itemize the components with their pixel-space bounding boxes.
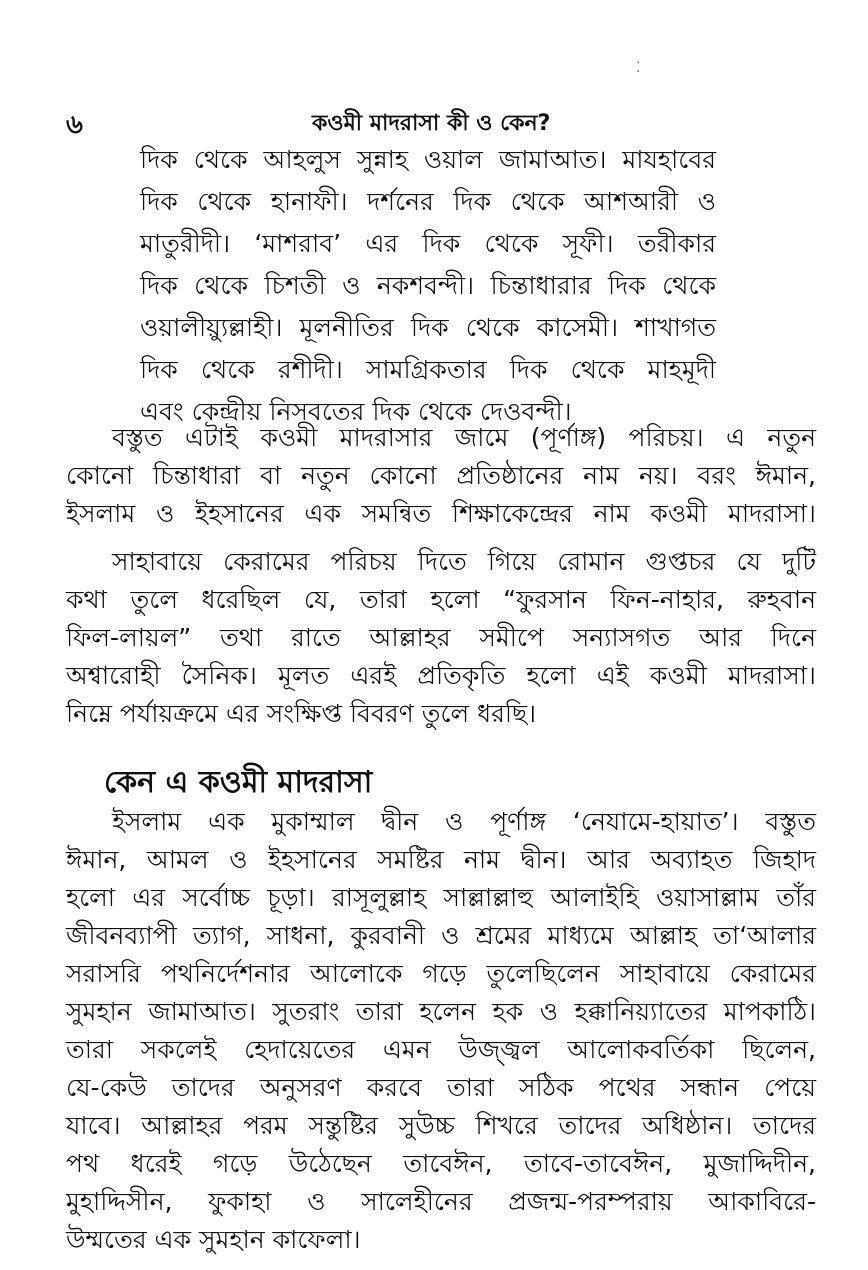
paragraph-line: কথা তুলে ধরেছিল যে, তারা হলো “ফুরসান ফিন-নাহার, রুহবান: [66, 585, 816, 614]
paragraph-line: জীবনব্যাপী ত্যাগ, সাধনা, কুরবানী ও শ্রমের মাধ্যমে আল্লাহ তা‘আলার: [66, 921, 816, 950]
paragraph-line: সাহাবায়ে কেরামের পরিচয় দিতে গিয়ে রোমান গুপ্তচর যে দুটি: [112, 547, 816, 576]
page-number: ৬: [66, 110, 83, 140]
paragraph-line: যে-কেউ তাদের অনুসরণ করবে তারা সঠিক পথের সন্ধান পেয়ে: [66, 1073, 816, 1102]
paragraph-line: সুমহান জামাআত। সুতরাং তারা হলেন হক ও হক্কানিয়্যাতের মাপকাঠি।: [66, 997, 816, 1026]
paragraph-line: ফিল-লায়ল” তথা রাতে আল্লাহর সমীপে সন্যাসগত আর দিনে: [66, 623, 816, 652]
paragraph-line: সরাসরি পথনির্দেশনার আলোকে গড়ে তুলেছিলেন সাহাবায়ে কেরামের: [66, 959, 816, 988]
paragraph-line: হলো এর সর্বোচ্চ চূড়া। রাসূলুল্লাহ সাল্লাল্লাহু আলাইহি ওয়াসাল্লাম তাঁর: [66, 883, 816, 912]
paragraph-line: বস্তুত এটাই কওমী মাদরাসার জামে (পূর্ণাঙ্গ) পরিচয়। এ নতুন: [112, 423, 816, 452]
paragraph-line: ঈমান, আমল ও ইহসানের সমষ্টির নাম দ্বীন। আর অব্যাহত জিহাদ: [66, 845, 816, 874]
quote-line: মাতুরীদী। ‘মাশরাব’ এর দিক থেকে সূফী। তরীকার: [140, 229, 716, 258]
paragraph-line: তারা সকলেই হেদায়েতের এমন উজ্জ্বল আলোকবর্তিকা ছিলেন,: [66, 1035, 816, 1064]
page-header: [0, 102, 868, 142]
running-title: কওমী মাদরাসা কী ও কেন?: [312, 111, 551, 136]
quote-line: দিক থেকে হানাফী। দর্শনের দিক থেকে আশআরী ও: [140, 187, 716, 216]
quote-line: ওয়ালীয়্যুল্লাহী। মূলনীতির দিক থেকে কাসেমী। শাখাগত: [140, 313, 716, 342]
paragraph-line: ইসলাম ও ইহসানের এক সমন্বিত শিক্ষাকেন্দ্রের নাম কওমী মাদরাসা।: [66, 499, 816, 528]
paragraph-line: যাবে। আল্লাহর পরম সন্তুষ্টির সুউচ্চ শিখরে তাদের অধিষ্ঠান। তাদের: [66, 1111, 816, 1140]
quote-line: এবং কেন্দ্রীয় নিসবতের দিক থেকে দেওবন্দী।: [140, 397, 572, 426]
paragraph-line: উম্মতের এক সুমহান কাফেলা।: [66, 1225, 361, 1254]
paragraph-line: অশ্বারোহী সৈনিক। মূলত এরই প্রতিকৃতি হলো এই কওমী মাদরাসা।: [66, 661, 816, 690]
quote-line: দিক থেকে আহলুস সুন্নাহ ওয়াল জামাআত। মাযহাবের: [140, 145, 716, 174]
paragraph-line: নিম্নে পর্যায়ক্রমে এর সংক্ষিপ্ত বিবরণ তুলে ধরছি।: [66, 699, 537, 728]
quote-line: দিক থেকে চিশতী ও নকশবন্দী। চিন্তাধারার দিক থেকে: [140, 271, 716, 300]
paragraph-line: মুহাদ্দিসীন, ফুকাহা ও সালেহীনের প্রজন্ম-পরম্পরায় আকাবিরে-: [66, 1187, 816, 1216]
paragraph-line: ইসলাম এক মুকাম্মাল দ্বীন ও পূর্ণাঙ্গ ‘নেযামে-হায়াত’। বস্তুত: [112, 807, 816, 836]
paragraph-line: পথ ধরেই গড়ে উঠেছেন তাবেঈন, তাবে-তাবেঈন, মুজাদ্দিদীন,: [66, 1149, 816, 1178]
paragraph-line: কোনো চিন্তাধারা বা নতুন কোনো প্রতিষ্ঠানের নাম নয়। বরং ঈমান,: [66, 461, 816, 490]
print-speck: ⁚: [636, 60, 641, 76]
quote-line: দিক থেকে রশীদী। সামগ্রিকতার দিক থেকে মাহমূদী: [140, 355, 716, 384]
section-heading: কেন এ কওমী মাদরাসা: [104, 765, 373, 800]
